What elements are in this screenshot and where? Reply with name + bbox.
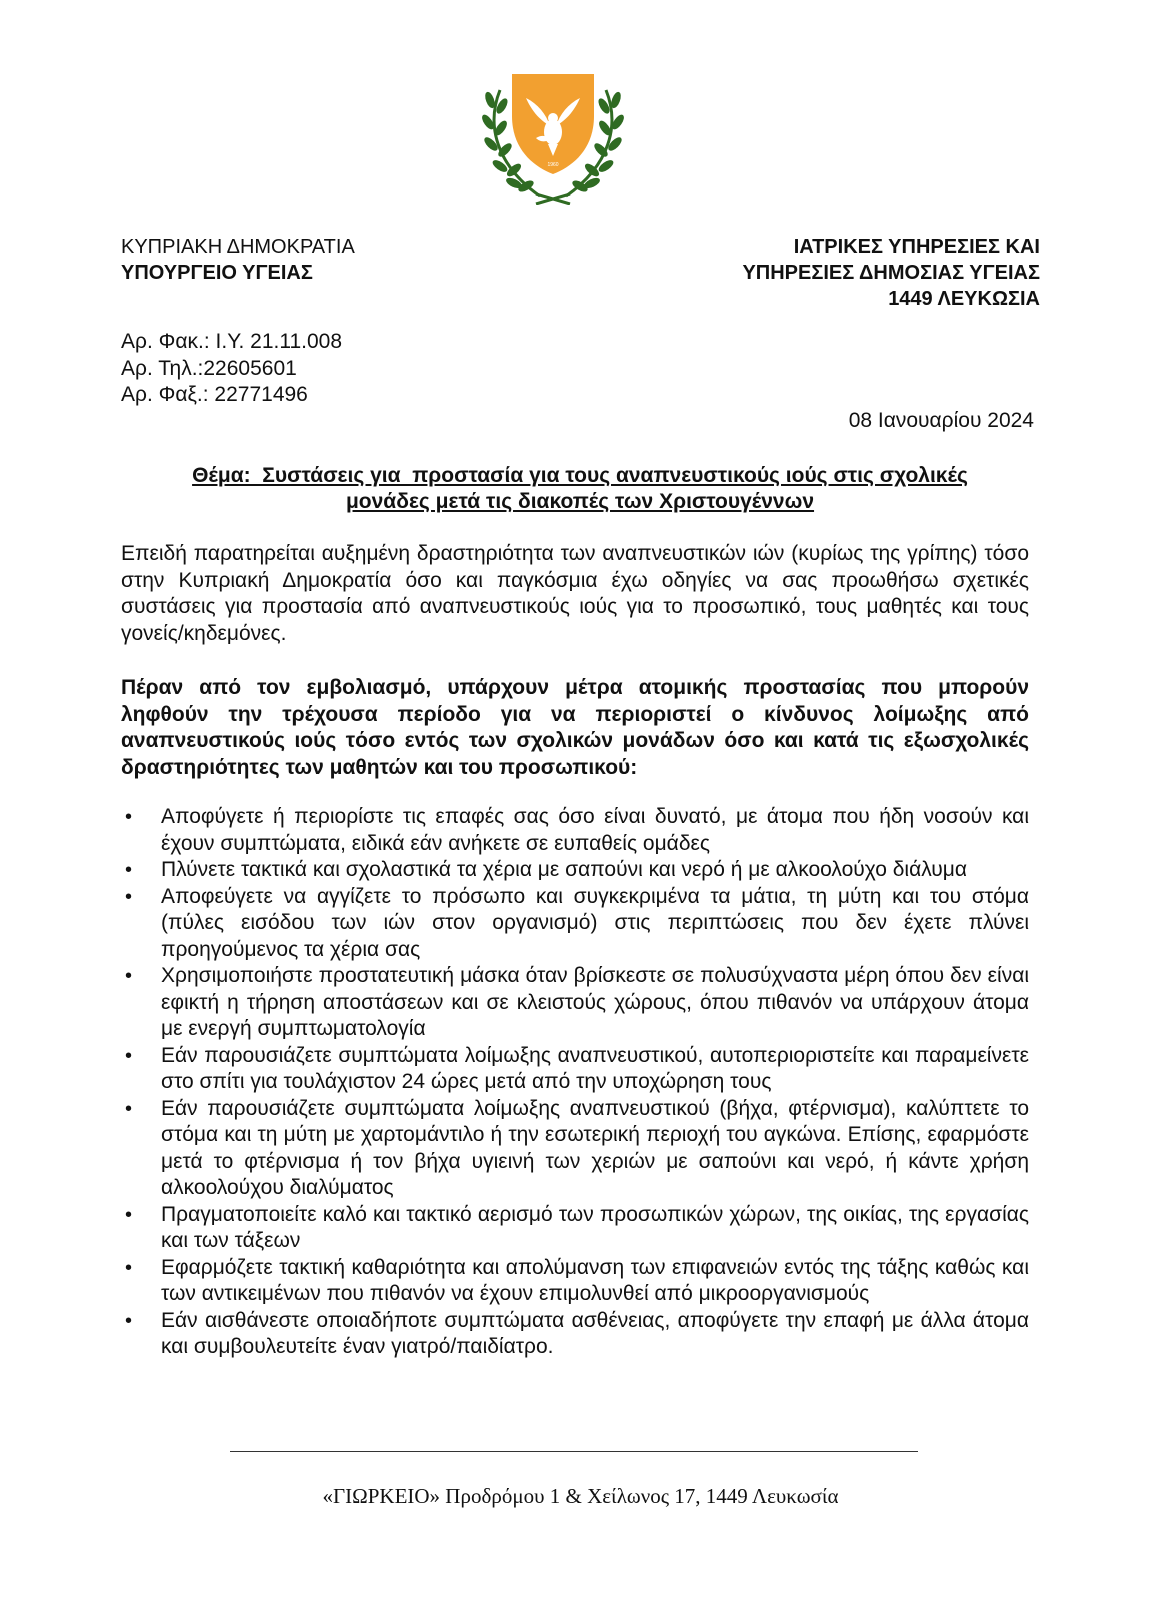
department-line2: ΥΠΗΡΕΣΙΕΣ ΔΗΜΟΣΙΑΣ ΥΓΕΙΑΣ — [742, 262, 1040, 284]
list-item — [121, 1202, 1029, 1255]
intro-paragraph: Επειδή παρατηρείται αυξημένη δραστηριότητα των αναπνευστικών ιών (κυρίως της γρίπης) τόσο στην Κυπριακή Δημοκρατία όσο και παγκόσμια έχω οδηγίες να σας προωθήσω σχετικές συστάσεις για προστασία από αναπνευστικούς ιούς για το προσωπικό, τους μαθητές και τους γονείς/κηδεμόνες. — [121, 542, 1029, 645]
header-left — [121, 234, 355, 286]
list-item — [121, 857, 1029, 884]
list-item — [121, 1043, 1029, 1096]
ministry-name: ΥΠΟΥΡΓΕΙΟ ΥΓΕΙΑΣ — [121, 262, 313, 284]
bullet-icon: • — [125, 965, 133, 987]
list-item — [121, 884, 1029, 964]
bullet-icon: • — [125, 806, 133, 828]
list-item — [121, 1308, 1029, 1361]
list-item — [121, 804, 1029, 857]
subject-heading — [121, 463, 1039, 515]
fax-number: Αρ. Φαξ.: 22771496 — [121, 383, 308, 406]
footer-address: «ΓΙΩΡΚΕΙΟ» Προδρόμου 1 & Χείλωνος 17, 1449 Λευκωσία — [322, 1484, 839, 1508]
cyprus-coat-of-arms-icon — [478, 70, 628, 205]
reference-block — [121, 329, 342, 409]
file-number: Αρ. Φακ.: Ι.Υ. 21.11.008 — [121, 330, 343, 353]
department-line1: ΙΑΤΡΙΚΕΣ ΥΠΗΡΕΣΙΕΣ ΚΑΙ — [793, 236, 1040, 258]
bullet-icon: • — [125, 859, 133, 881]
bullet-icon: • — [125, 885, 133, 908]
bullet-icon: • — [125, 1044, 133, 1067]
subject-line1: Θέμα: Συστάσεις για προστασία για τους αναπνευστικούς ιούς στις σχολικές — [192, 464, 968, 487]
country-name: ΚΥΠΡΙΑΚΗ ΔΗΜΟΚΡΑΤΙΑ — [121, 236, 355, 258]
bullet-icon: • — [125, 1203, 133, 1226]
header-right — [742, 234, 1040, 312]
bullet-icon: • — [125, 1256, 133, 1279]
emblem-year: 1960 — [547, 162, 559, 168]
measures-paragraph: Πέραν από τον εμβολιασμό, υπάρχουν μέτρα ατομικής προστασίας που μπορούν ληφθούν την τρέχουσα περίοδο για να περιοριστεί ο κίνδυνος λοίμωξης από αναπνευστικούς ιούς τόσο εντός των σχολικών μονάδων όσο και κατά τις εξωσχολικές δραστηριότητες των μαθητών και του προσωπικού: — [121, 676, 1029, 779]
list-item — [121, 963, 1029, 1043]
list-item — [121, 1096, 1029, 1202]
subject-line2: μονάδες μετά τις διακοπές των Χριστουγέννων — [345, 490, 815, 513]
list-item-text: Εάν αισθάνεστε οποιαδήποτε συμπτώματα ασθένειας, αποφύγετε την επαφή με άλλα άτομα και συμβουλευτείτε έναν γιατρό/παιδίατρο. — [161, 1308, 1029, 1358]
list-item-text: Πλύνετε τακτικά και σχολαστικά τα χέρια με σαπούνι και νερό ή με αλκοολούχο διάλυμα — [161, 858, 967, 881]
bullet-icon: • — [125, 1097, 133, 1120]
list-item-text: Αποφεύγετε να αγγίζετε το πρόσωπο και συγκεκριμένα τα μάτια, τη μύτη και του στόμα (πύλες εισόδου των ιών στον οργανισμό) στις περιπτώσεις που δεν έχετε πλύνει προηγούμενος τα χέρια σας — [161, 884, 1029, 961]
list-item-text: Εφαρμόζετε τακτική καθαριότητα και απολύμανση των επιφανειών εντός της τάξης καθώς και των αντικειμένων που πιθανόν να έχουν επιμολυνθεί από μικροοργανισμούς — [161, 1255, 1029, 1305]
list-item — [121, 1255, 1029, 1308]
list-item-text: Εάν παρουσιάζετε συμπτώματα λοίμωξης αναπνευστικού, αυτοπεριοριστείτε και παραμείνετε στο σπίτι για τουλάχιστον 24 ώρες μετά από την υποχώρηση τους — [161, 1043, 1029, 1093]
list-item-text: Χρησιμοποιήστε προστατευτική μάσκα όταν βρίσκεστε σε πολυσύχναστα μέρη όπου δεν είναι εφικτή η τήρηση αποστάσεων και σε κλειστούς χώρους, όπου πιθανόν να υπάρχουν άτομα με ενεργή συμπτωματολογία — [161, 964, 1029, 1040]
footer-divider — [230, 1451, 918, 1452]
bullet-icon: • — [125, 1309, 133, 1332]
list-item-text: Πραγματοποιείτε καλό και τακτικό αερισμό των προσωπικών χώρων, της οικίας, της εργασίας και των τάξεων — [161, 1202, 1029, 1252]
list-item-text: Εάν παρουσιάζετε συμπτώματα λοίμωξης αναπνευστικού (βήχα, φτέρνισμα), καλύπτετε το στόμα και τη μύτη με χαρτομάντιλο ή την εσωτερική περιοχή του αγκώνα. Επίσης, εφαρμόστε μετά το φτέρνισμα ή τον βήχα υγιεινή των χεριών με σαπούνι και νερό, ή κάντε χρήση αλκοολούχου διαλύματος — [161, 1096, 1029, 1199]
letter-date: 08 Ιανουαρίου 2024 — [848, 409, 1034, 432]
recommendations-list — [121, 804, 1029, 1361]
phone-number: Αρ. Τηλ.:22605601 — [121, 356, 297, 380]
list-item-text: Αποφύγετε ή περιορίστε τις επαφές σας όσο είναι δυνατό, με άτομα που ήδη νοσούν και έχουν συμπτώματα, ειδικά εάν ανήκετε σε ευπαθείς ομάδες — [161, 805, 1029, 855]
department-city: 1449 ΛΕΥΚΩΣΙΑ — [888, 288, 1040, 310]
